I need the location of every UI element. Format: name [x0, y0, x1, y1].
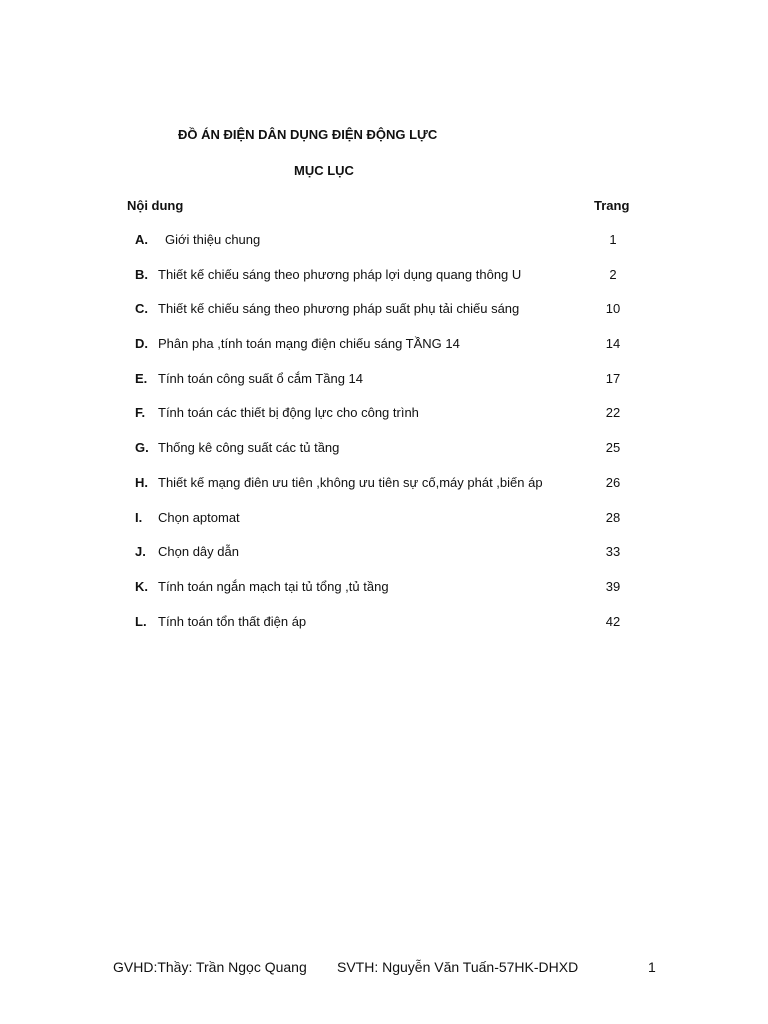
- document-title: ĐỒ ÁN ĐIỆN DÂN DỤNG ĐIỆN ĐỘNG LỰC: [178, 127, 438, 142]
- toc-item-letter: I.: [135, 509, 143, 525]
- toc-item-letter: D.: [135, 336, 148, 352]
- toc-item-letter: G.: [135, 440, 149, 456]
- toc-item-page: 10: [605, 301, 621, 317]
- table-of-contents: [0, 232, 768, 648]
- toc-item-text: Chọn dây dẫn: [158, 544, 239, 560]
- toc-heading: MỤC LỤC: [294, 163, 354, 178]
- toc-item-letter: H.: [135, 474, 148, 490]
- toc-item-letter: L.: [135, 613, 147, 629]
- column-header-page: Trang: [594, 198, 630, 213]
- footer-supervisor: GVHD:Thầy: Trần Ngọc Quang: [113, 959, 307, 975]
- toc-item: [0, 614, 768, 649]
- toc-item-letter: C.: [135, 301, 148, 317]
- footer-student: SVTH: Nguyễn Văn Tuấn-57HK-DHXD: [337, 959, 579, 975]
- toc-item-page: 22: [605, 405, 621, 421]
- toc-item-page: 14: [605, 336, 621, 352]
- toc-item-letter: A.: [135, 232, 148, 247]
- toc-item-text: Tính toán các thiết bị động lực cho công trình: [158, 405, 419, 421]
- toc-item-page: 2: [609, 266, 617, 282]
- toc-item: [0, 232, 768, 267]
- toc-item: [0, 510, 768, 545]
- toc-item-text: Giới thiệu chung: [165, 232, 261, 247]
- toc-item-text: Thiết kế mạng điên ưu tiên ,không ưu tiên sự cố,máy phát ,biến áp: [158, 474, 543, 490]
- toc-item-letter: J.: [135, 544, 146, 560]
- toc-item: [0, 371, 768, 406]
- toc-item: [0, 475, 768, 510]
- toc-item: [0, 405, 768, 440]
- toc-item-page: 28: [605, 509, 621, 525]
- column-header-content: Nội dung: [127, 198, 184, 213]
- toc-item: [0, 267, 768, 302]
- toc-item-letter: E.: [135, 370, 148, 386]
- toc-item-text: Phân pha ,tính toán mạng điện chiếu sáng TẦNG 14: [158, 336, 460, 352]
- toc-item: [0, 579, 768, 614]
- toc-item: [0, 544, 768, 579]
- toc-item-page: 26: [605, 474, 621, 490]
- toc-item: [0, 301, 768, 336]
- toc-item-text: Thiết kế chiếu sáng theo phương pháp lợi dụng quang thông U: [158, 266, 522, 282]
- toc-item-page: 33: [605, 544, 621, 560]
- toc-item: [0, 336, 768, 371]
- toc-item-text: Tính toán ngắn mạch tại tủ tổng ,tủ tầng: [158, 578, 389, 594]
- footer-page-number: 1: [648, 959, 656, 975]
- toc-item-text: Chọn aptomat: [158, 509, 240, 525]
- toc-item-letter: F.: [135, 405, 146, 421]
- toc-item-letter: K.: [135, 578, 148, 594]
- toc-item-text: Tính toán công suất ổ cắm Tầng 14: [158, 370, 364, 386]
- toc-item-text: Tính toán tổn thất điện áp: [158, 613, 307, 629]
- toc-item-page: 17: [605, 370, 621, 386]
- toc-item-page: 1: [609, 232, 617, 247]
- toc-item-page: 25: [605, 440, 621, 456]
- toc-item: [0, 440, 768, 475]
- toc-item-text: Thống kê công suất các tủ tầng: [158, 440, 340, 456]
- toc-item-page: 39: [605, 578, 621, 594]
- toc-item-text: Thiết kế chiếu sáng theo phương pháp suất phụ tải chiếu sáng: [158, 301, 520, 317]
- toc-item-letter: B.: [135, 266, 148, 282]
- toc-item-page: 42: [605, 613, 621, 629]
